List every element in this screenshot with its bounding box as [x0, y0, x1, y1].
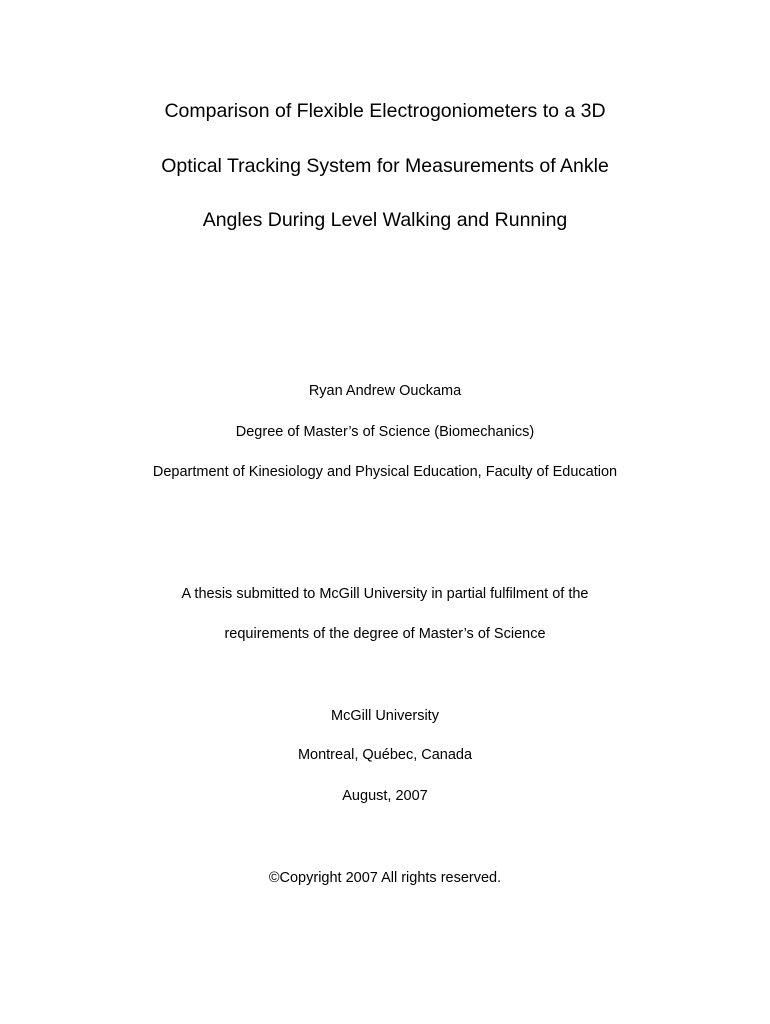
degree-name: Degree of Master’s of Science (Biomechanics): [235, 424, 535, 440]
thesis-title-line-1: Comparison of Flexible Electrogoniometers to a 3D: [164, 100, 606, 122]
thesis-title-line-2: Optical Tracking System for Measurements of Ankle: [161, 155, 609, 177]
author-name: Ryan Andrew Ouckama: [308, 383, 462, 399]
submission-statement-line-1: A thesis submitted to McGill University in partial fulfilment of the: [181, 586, 589, 602]
university-name: McGill University: [331, 708, 439, 724]
university-location: Montreal, Québec, Canada: [297, 747, 473, 763]
department-name: Department of Kinesiology and Physical Education, Faculty of Education: [152, 464, 618, 480]
copyright-notice: ©Copyright 2007 All rights reserved.: [268, 870, 502, 886]
submission-statement-line-2: requirements of the degree of Master’s of Science: [224, 626, 546, 642]
thesis-title-line-3: Angles During Level Walking and Running: [202, 209, 568, 231]
submission-date: August, 2007: [342, 788, 428, 804]
